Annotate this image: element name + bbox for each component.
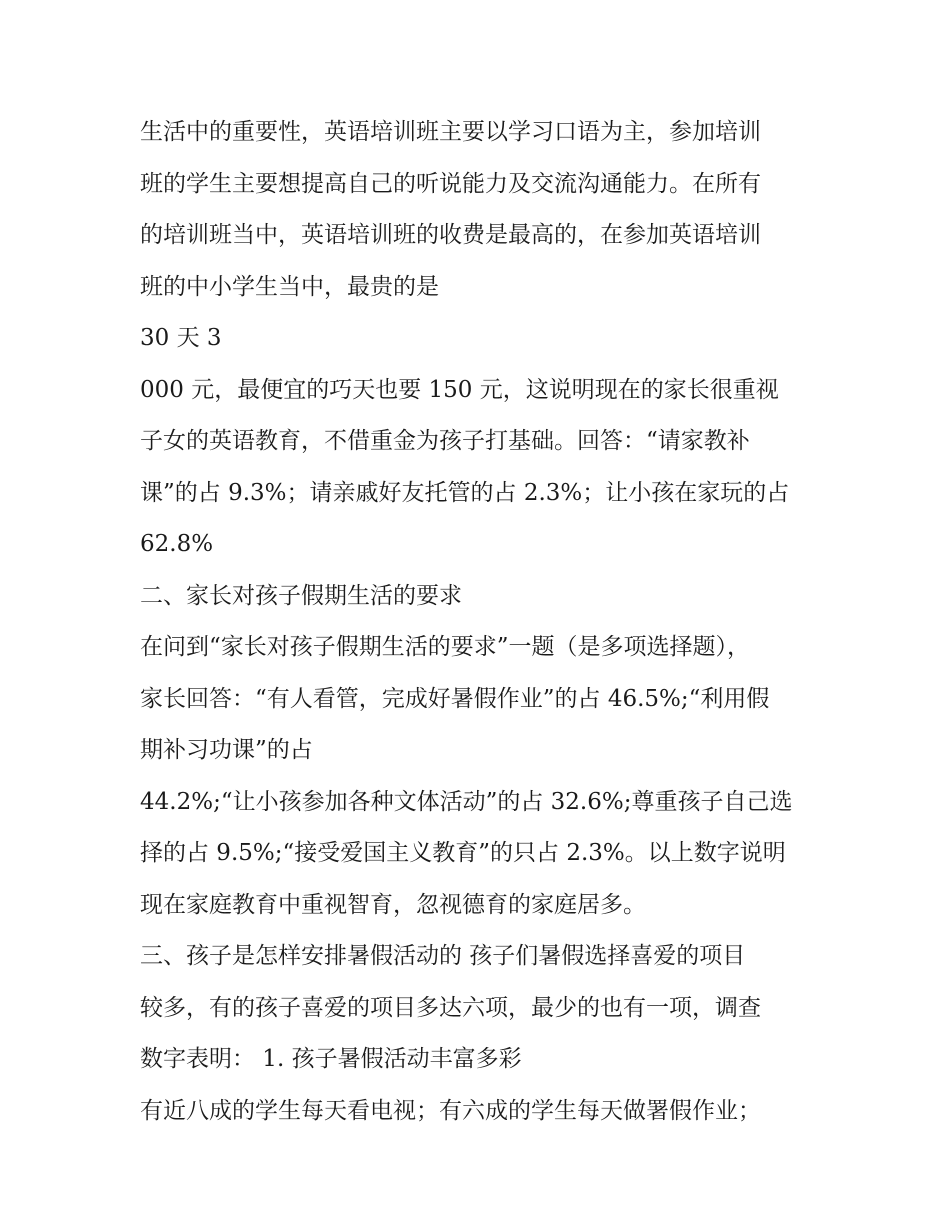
text-line: 生活中的重要性，英语培训班主要以学习口语为主，参加培训 [140, 119, 761, 145]
text-line: 家长回答：“有人看管，完成好暑假作业”的占 46.5%;“利用假 [140, 685, 770, 712]
text-line: 62.8% [140, 531, 214, 557]
text-line: 课”的占 9.3%；请亲戚好友托管的占 2.3%；让小孩在家玩的占 [140, 479, 790, 506]
text-line: 数字表明： 1. 孩子暑假活动丰富多彩 [140, 1046, 522, 1072]
section-heading: 二、家长对孩子假期生活的要求 [140, 582, 462, 609]
text-line: 000 元，最便宜的巧天也要 150 元，这说明现在的家长很重视 [140, 376, 779, 403]
text-line: 择的占 9.5%;“接受爱国主义教育”的只占 2.3%。以上数字说明 [140, 840, 786, 866]
section-heading: 三、孩子是怎样安排暑假活动的 孩子们暑假选择喜爱的项目 [140, 943, 746, 969]
text-line: 在问到“家长对孩子假期生活的要求”一题（是多项选择题）， [140, 634, 751, 660]
text-line: 的培训班当中，英语培训班的收费是最高的，在参加英语培训 [140, 222, 761, 248]
text-line: 期补习功课”的占 [140, 737, 313, 763]
text-line: 子女的英语教育，不借重金为孩子打基础。回答：“请家教补 [140, 428, 750, 454]
body-text [140, 107, 820, 1137]
text-line: 30 天 3 [140, 325, 222, 351]
text-line: 班的学生主要想提高自己的听说能力及交流沟通能力。在所有 [140, 170, 761, 197]
text-line: 现在家庭教育中重视智育，忽视德育的家庭居多。 [140, 891, 646, 918]
text-line: 班的中小学生当中，最贵的是 [140, 273, 439, 300]
text-line: 较多，有的孩子喜爱的项目多达六项，最少的也有一项，调查 [140, 994, 761, 1021]
text-line: 有近八成的学生每天看电视；有六成的学生每天做署假作业； [140, 1097, 761, 1124]
text-line: 44.2%;“让小孩参加各种文体活动”的占 32.6%;尊重孩子自己选 [140, 788, 793, 815]
